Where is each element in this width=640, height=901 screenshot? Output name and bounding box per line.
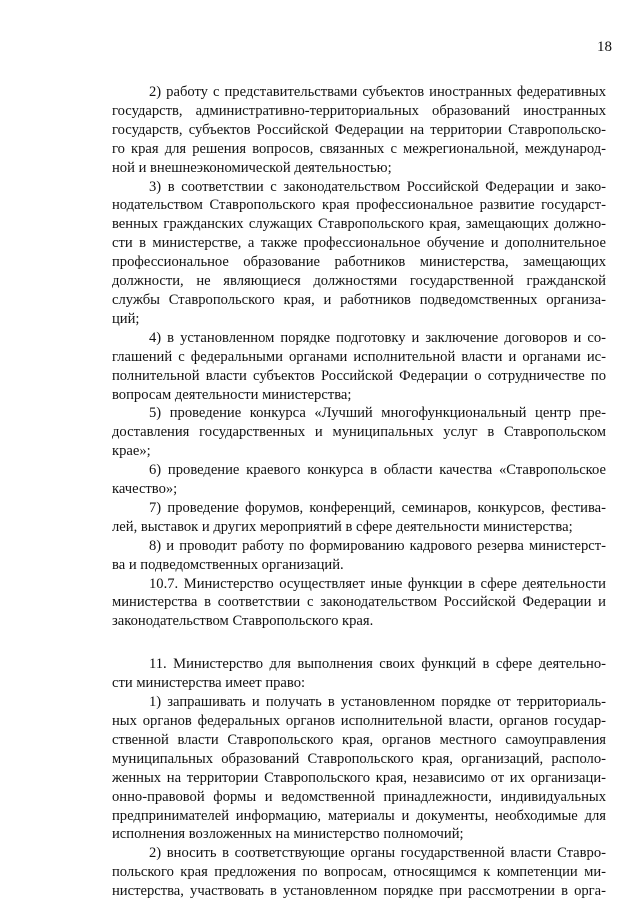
text-line: законодательством Ставропольского края. <box>112 613 374 630</box>
text-line: венных гражданских служащих Ставропольского края, замещающих должно- <box>112 216 606 233</box>
text-line: женных на территории Ставропольского края, независимо от их организаци- <box>112 769 606 786</box>
text-line: государств, субъектов Российской Федерации на территории Ставропольско- <box>112 121 606 138</box>
text-line: 2) работу с представительствами субъектов иностранных федеративных <box>149 84 606 100</box>
text-line: ной и внешнеэкономической деятельностью; <box>112 159 392 176</box>
paragraph-7 <box>112 537 606 575</box>
text-line: качество»; <box>112 481 178 498</box>
text-line: полнительной власти субъектов Российской Федерации о сотрудничестве по <box>112 367 606 384</box>
text-line: глашений с федеральными органами исполнительной власти и органами ис- <box>112 348 606 365</box>
text-line: го края для решения вопросов, связанных с межрегиональной, международ- <box>112 140 606 157</box>
section-gap <box>112 631 606 655</box>
text-line: 11. Министерство для выполнения своих функций в сфере деятельно- <box>149 656 606 673</box>
paragraph-10 <box>112 693 606 844</box>
document-body <box>112 83 606 901</box>
text-line: министерства в соответствии с законодательством Российской Федерации и <box>112 594 606 611</box>
text-line: крае»; <box>112 443 151 460</box>
text-line: 7) проведение форумов, конференций, семинаров, конкурсов, фестива- <box>149 499 606 516</box>
text-line: муниципальных образований Ставропольского края, организаций, располо- <box>112 750 606 767</box>
paragraph-9 <box>112 655 606 693</box>
text-line: 3) в соответствии с законодательством Российской Федерации и зако- <box>149 178 606 195</box>
text-line: профессиональное образование работников министерства, замещающих <box>112 254 606 271</box>
paragraph-5 <box>112 461 606 499</box>
text-line: ных органов федеральных органов исполнительной власти, органов государ- <box>112 713 606 729</box>
paragraph-3 <box>112 329 606 405</box>
page-number: 18 <box>597 39 612 55</box>
text-line: сти министерства имеет право: <box>112 675 306 692</box>
text-line: онно-правовой формы и ведомственной принадлежности, индивидуальных <box>112 788 606 805</box>
text-line: службы Ставропольского края, и работников подведомственных организа- <box>112 291 606 308</box>
text-line: 1) запрашивать и получать в установленном порядке от территориаль- <box>149 694 606 711</box>
text-line: государств, административно-территориальных образований иностранных <box>112 102 606 119</box>
text-line: должности, не являющиеся должностями государственной гражданской <box>112 273 606 290</box>
paragraph-8 <box>112 575 606 632</box>
text-line: нистерства, участвовать в установленном порядке при рассмотрении в орга- <box>112 883 606 900</box>
text-line: 4) в установленном порядке подготовку и заключение договоров и со- <box>149 329 606 346</box>
text-line: 6) проведение краевого конкурса в области качества «Ставропольское <box>149 462 606 479</box>
text-line: доставления государственных и муниципальных услуг в Ставропольском <box>112 424 606 441</box>
text-line: польского края предложения по вопросам, относящимся к компетенции ми- <box>112 864 606 881</box>
text-line: 8) и проводит работу по формированию кадрового резерва министерст- <box>149 537 606 554</box>
paragraph-1 <box>112 83 606 178</box>
text-line: вопросам деятельности министерства; <box>112 386 352 403</box>
paragraph-6 <box>112 499 606 537</box>
paragraph-11 <box>112 844 606 901</box>
text-line: исполнения возложенных на министерство полномочий; <box>112 826 464 843</box>
text-line: предпринимателей информацию, материалы и документы, необходимые для <box>112 807 606 824</box>
text-line: лей, выставок и других мероприятий в сфере деятельности министерства; <box>112 518 573 535</box>
text-line: 10.7. Министерство осуществляет иные функции в сфере деятельности <box>149 575 606 592</box>
paragraph-4 <box>112 404 606 461</box>
text-line: ва и подведомственных организаций. <box>112 556 344 573</box>
text-line: нодательством Ставропольского края профессиональное развитие государст- <box>112 197 606 214</box>
text-line: 2) вносить в соответствующие органы государственной власти Ставро- <box>149 845 606 862</box>
text-line: ственной власти Ставропольского края, органов местного самоуправления <box>112 731 606 748</box>
paragraph-2 <box>112 178 606 329</box>
text-line: сти в министерстве, а также профессиональное обучение и дополнительное <box>112 235 606 252</box>
text-line: ций; <box>112 310 140 327</box>
text-line: 5) проведение конкурса «Лучший многофункциональный центр пре- <box>149 405 606 422</box>
